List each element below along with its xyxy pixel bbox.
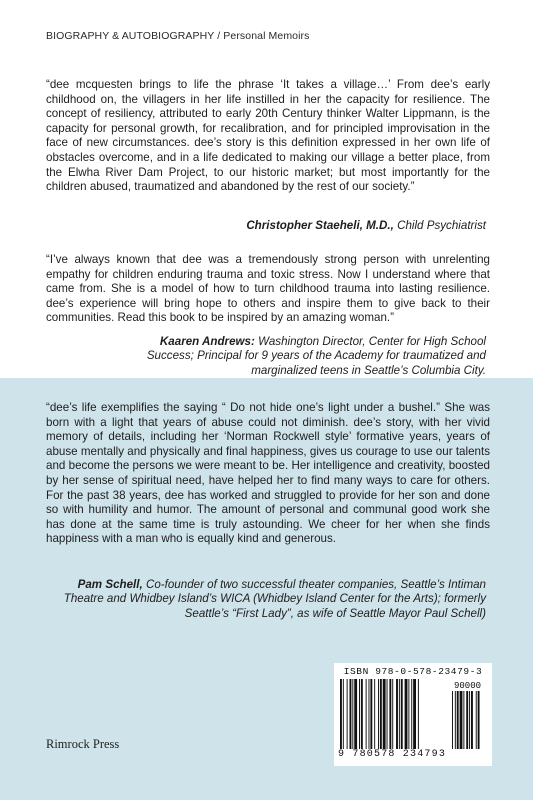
attribution-role-3: Co-founder of two successful theater companies, Seattle’s Intiman Theatre and Whidbey Island’s WICA (Whidbey Island Center for the Arts); formerly Seattle’s “First Lady”, as wife of Seattle Mayor Paul Schell) bbox=[63, 578, 486, 620]
barcode-bar bbox=[387, 679, 388, 749]
blurb-attribution-1 bbox=[42, 219, 486, 233]
barcode-bar bbox=[354, 679, 357, 749]
barcode-bar bbox=[340, 679, 342, 749]
category-label: BIOGRAPHY & AUTOBIOGRAPHY / Personal Memoirs bbox=[46, 30, 310, 42]
barcode-bar bbox=[369, 679, 370, 749]
barcode-bar bbox=[405, 679, 408, 749]
addon-bar bbox=[476, 691, 477, 749]
addon-bar bbox=[469, 691, 470, 749]
blurb-quote-2: “I’ve always known that dee was a tremendously strong person with unrelenting empathy for children enduring trauma and toxic stress. Now I understand where that came from. She is a model of how to turn childhood trauma into lasting resilience. dee’s experience will bring hope to others and inspire them to give back to their communities. Read this book to be inspired by an amazing woman.” bbox=[46, 253, 490, 325]
addon-bar bbox=[463, 691, 464, 749]
barcode-bars bbox=[340, 679, 486, 751]
barcode-bar bbox=[399, 679, 400, 749]
addon-bar bbox=[452, 691, 453, 749]
barcode-bar bbox=[380, 679, 382, 749]
barcode-bar bbox=[378, 679, 379, 749]
addon-bar bbox=[460, 691, 463, 749]
barcode-bar bbox=[352, 679, 353, 749]
addon-bar bbox=[478, 691, 480, 749]
blurb-quote-3: “dee’s life exemplifies the saying “ Do not hide one’s light under a bushel.” She was born with a light that years of abuse could not diminish. dee’s story, with her vivid memory of details, including her ‘Norman Rockwell style’ formative years, years of abuse mentally and physically and final happiness, gives us courage to use our talents and become the persons we were meant to be. Her intelligence and creativity, boosted by her sense of spiritual need, have helped her to find many ways to care for others. For the past 38 years, dee has worked and struggled to provide for her son and done so with humility and humor. The amount of personal and communal good work she has done at the same time is truly astounding. We cheer for her when she finds happiness with a man who is equally kind and generous. bbox=[46, 401, 490, 546]
barcode-bar bbox=[359, 679, 360, 749]
blurb-quote-1: “dee mcquesten brings to life the phrase ‘It takes a village…’ From dee’s early childhood on, the villagers in her life instilled in her the capacity for resilience. The concept of resiliency, attributed to early 20th Century thinker Walter Lippmann, is the capacity for personal growth, for recalibration, and for principled improvisation in the face of new circumstances. dee’s story is this definition expressed in her own life of obstacles overcome, and in a life dedicated to making our village a better place, from the Elwha River Dam Project, to our historic market; but most importantly for the children abused, traumatized and abandoned by the rest of our society.” bbox=[46, 78, 490, 194]
barcode-bar bbox=[408, 679, 409, 749]
addon-bar bbox=[457, 691, 459, 749]
barcode-bar bbox=[370, 679, 372, 749]
isbn-barcode bbox=[334, 663, 492, 766]
barcode-bar bbox=[418, 679, 419, 749]
barcode-bar bbox=[374, 679, 375, 749]
barcode-bar bbox=[343, 679, 344, 749]
addon-digits: 90000 bbox=[454, 681, 482, 691]
blurb-attribution-3 bbox=[42, 578, 486, 621]
barcode-bar bbox=[396, 679, 398, 749]
attribution-role-1: Child Psychiatrist bbox=[397, 219, 486, 232]
barcode-bar bbox=[366, 679, 367, 749]
addon-bar bbox=[471, 691, 473, 749]
ean-digits: 9 780578 234793 bbox=[338, 749, 447, 760]
blurb-attribution-2 bbox=[140, 335, 486, 378]
publisher-name: Rimrock Press bbox=[46, 737, 120, 751]
barcode-bar bbox=[392, 679, 393, 749]
addon-bar bbox=[455, 691, 456, 749]
isbn-label: ISBN 978-0-578-23479-3 bbox=[343, 666, 483, 677]
attribution-author-2: Kaaren Andrews: bbox=[159, 335, 255, 348]
attribution-author-1: Christopher Staeheli, M.D., bbox=[246, 219, 394, 232]
addon-bar bbox=[466, 691, 468, 749]
barcode-bar bbox=[347, 679, 348, 749]
barcode-bar bbox=[401, 679, 403, 749]
barcode-bar bbox=[411, 679, 412, 749]
attribution-author-3: Pam Schell, bbox=[77, 578, 143, 591]
barcode-bar bbox=[361, 679, 363, 749]
barcode-bar bbox=[389, 679, 391, 749]
barcode-bar bbox=[383, 679, 386, 749]
attribution-role-2: Washington Director, Center for High School Success; Principal for 9 years of the Academy for traumatized and marginalized teens in Seattle’s Columbia City. bbox=[146, 335, 486, 377]
barcode-bar bbox=[350, 679, 352, 749]
barcode-bar bbox=[413, 679, 416, 749]
